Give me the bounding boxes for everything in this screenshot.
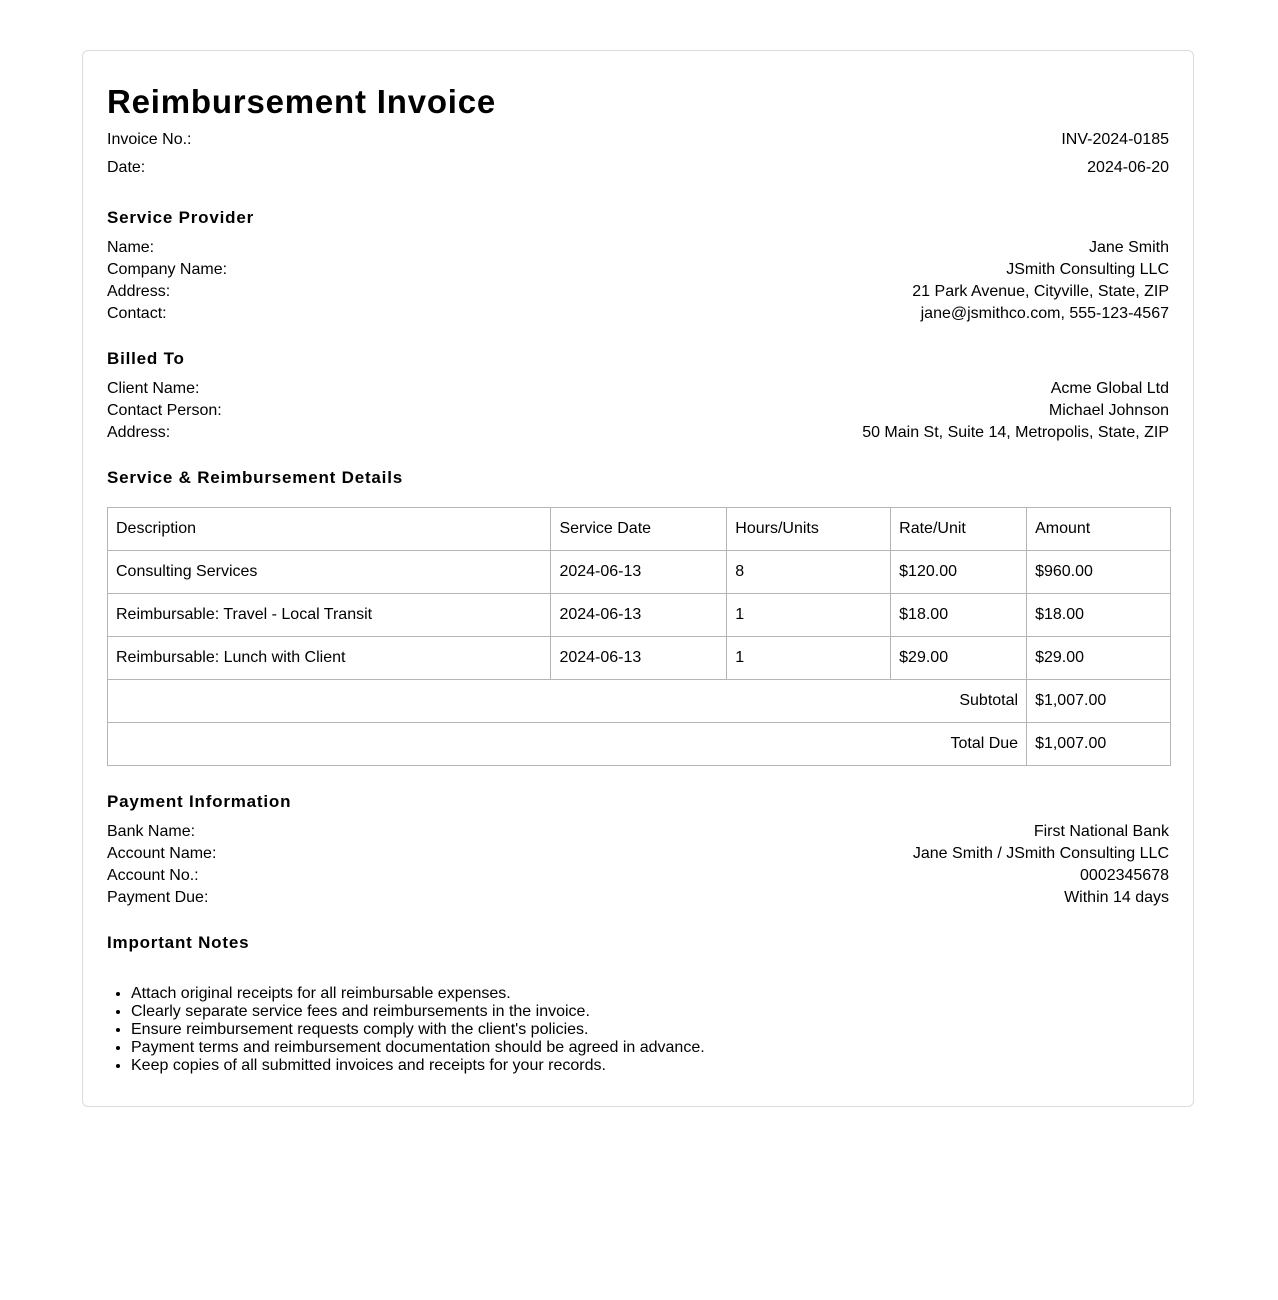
cell-amount: $960.00 <box>1027 551 1171 594</box>
details-table <box>107 507 1171 766</box>
provider-name-label: Name: <box>107 239 155 256</box>
invoice-date-label: Date: <box>107 159 146 176</box>
total-due-label: Total Due <box>108 723 1027 766</box>
invoice-number-label: Invoice No.: <box>107 131 192 148</box>
column-header-rate-unit: Rate/Unit <box>891 508 1027 551</box>
account-number-label: Account No.: <box>107 867 199 884</box>
client-name-row <box>107 378 1169 400</box>
provider-contact-value: jane@jsmithco.com, 555-123-4567 <box>920 305 1169 322</box>
table-row <box>108 551 1171 594</box>
column-header-amount: Amount <box>1027 508 1171 551</box>
account-name-value: Jane Smith / JSmith Consulting LLC <box>912 845 1169 862</box>
column-header-service-date: Service Date <box>551 508 727 551</box>
bank-name-label: Bank Name: <box>107 823 196 840</box>
cell-hours-units: 8 <box>727 551 891 594</box>
provider-address-value: 21 Park Avenue, Cityville, State, ZIP <box>912 283 1169 300</box>
subtotal-row <box>108 680 1171 723</box>
client-address-row <box>107 422 1169 444</box>
cell-description: Reimbursable: Travel - Local Transit <box>108 594 551 637</box>
cell-rate-unit: $120.00 <box>891 551 1027 594</box>
provider-company-row <box>107 259 1169 281</box>
total-due-value: $1,007.00 <box>1027 723 1171 766</box>
cell-amount: $29.00 <box>1027 637 1171 680</box>
provider-company-label: Company Name: <box>107 261 228 278</box>
bank-name-row <box>107 821 1169 843</box>
table-row <box>108 637 1171 680</box>
total-due-row <box>108 723 1171 766</box>
table-header-row <box>108 508 1171 551</box>
client-name-value: Acme Global Ltd <box>1050 380 1169 397</box>
provider-name-value: Jane Smith <box>1088 239 1169 256</box>
invoice-card <box>82 50 1194 1107</box>
account-name-label: Account Name: <box>107 845 217 862</box>
important-notes-heading: Important Notes <box>107 933 250 952</box>
list-item: • Clearly separate service fees and reimbursements in the invoice. <box>131 1003 705 1021</box>
cell-hours-units: 1 <box>727 637 891 680</box>
client-name-label: Client Name: <box>107 380 200 397</box>
provider-company-value: JSmith Consulting LLC <box>1006 261 1169 278</box>
service-provider-heading: Service Provider <box>107 208 254 227</box>
payment-due-value: Within 14 days <box>1064 889 1169 906</box>
column-header-description: Description <box>108 508 551 551</box>
client-address-label: Address: <box>107 424 171 441</box>
cell-amount: $18.00 <box>1027 594 1171 637</box>
cell-hours-units: 1 <box>727 594 891 637</box>
invoice-date-row <box>107 157 1169 179</box>
provider-name-row <box>107 237 1169 259</box>
provider-address-label: Address: <box>107 283 171 300</box>
bank-name-value: First National Bank <box>1033 823 1169 840</box>
contact-person-value: Michael Johnson <box>1048 402 1169 419</box>
notes-list <box>107 985 705 1075</box>
cell-description: Consulting Services <box>108 551 551 594</box>
table-row <box>108 594 1171 637</box>
payment-due-label: Payment Due: <box>107 889 209 906</box>
client-address-value: 50 Main St, Suite 14, Metropolis, State, ZIP <box>862 424 1169 441</box>
invoice-date-value: 2024-06-20 <box>1087 159 1169 176</box>
cell-description: Reimbursable: Lunch with Client <box>108 637 551 680</box>
cell-service-date: 2024-06-13 <box>551 594 727 637</box>
column-header-hours-units: Hours/Units <box>727 508 891 551</box>
subtotal-label: Subtotal <box>108 680 1027 723</box>
payment-information-heading: Payment Information <box>107 792 292 811</box>
contact-person-row <box>107 400 1169 422</box>
cell-rate-unit: $29.00 <box>891 637 1027 680</box>
account-number-value: 0002345678 <box>1080 867 1169 884</box>
list-item: • Ensure reimbursement requests comply with the client's policies. <box>131 1021 705 1039</box>
account-number-row <box>107 865 1169 887</box>
invoice-number-value: INV-2024-0185 <box>1061 131 1169 148</box>
list-item: • Keep copies of all submitted invoices and receipts for your records. <box>131 1057 705 1075</box>
account-name-row <box>107 843 1169 865</box>
provider-address-row <box>107 281 1169 303</box>
cell-rate-unit: $18.00 <box>891 594 1027 637</box>
invoice-number-row <box>107 129 1169 151</box>
page-title: Reimbursement Invoice <box>107 83 497 120</box>
list-item: • Attach original receipts for all reimbursable expenses. <box>131 985 705 1003</box>
billed-to-heading: Billed To <box>107 349 185 368</box>
subtotal-value: $1,007.00 <box>1027 680 1171 723</box>
provider-contact-row <box>107 303 1169 325</box>
payment-due-row <box>107 887 1169 909</box>
cell-service-date: 2024-06-13 <box>551 551 727 594</box>
contact-person-label: Contact Person: <box>107 402 222 419</box>
list-item: • Payment terms and reimbursement documentation should be agreed in advance. <box>131 1039 705 1057</box>
details-heading: Service & Reimbursement Details <box>107 468 403 487</box>
cell-service-date: 2024-06-13 <box>551 637 727 680</box>
provider-contact-label: Contact: <box>107 305 167 322</box>
